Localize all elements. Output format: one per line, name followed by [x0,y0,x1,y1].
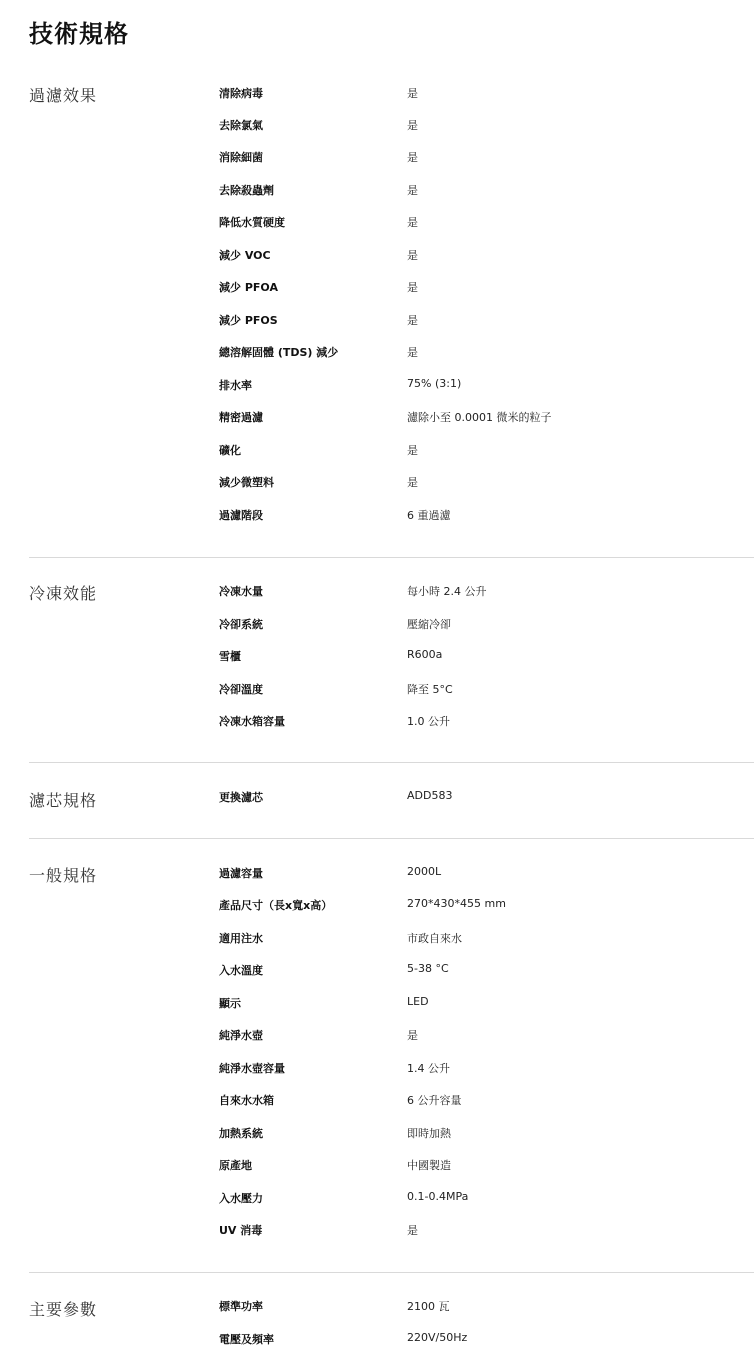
spec-value: 濾除小至 0.0001 微米的粒子 [407,411,552,424]
spec-value: 270*430*455 mm [407,897,506,910]
spec-value: 是 [407,87,418,100]
spec-value: 是 [407,1029,418,1042]
spec-label: 減少 VOC [219,249,271,262]
spec-row [0,182,754,214]
spec-row [0,442,754,474]
spec-row [0,1125,754,1157]
spec-value: 2000L [407,865,442,878]
spec-row [0,1157,754,1189]
spec-label: 原產地 [219,1159,252,1172]
spec-row [0,85,754,117]
section-divider [29,762,754,763]
section-divider [29,1272,754,1273]
spec-label: 過濾階段 [219,509,263,522]
spec-value: 是 [407,314,418,327]
spec-label: 排水率 [219,379,252,392]
section-title: 一般規格 [29,866,98,885]
spec-row [0,214,754,246]
spec-row [0,474,754,506]
spec-label: 冷卻溫度 [219,683,263,696]
spec-label: 冷卻系統 [219,618,263,631]
spec-value: 是 [407,346,418,359]
spec-row [0,962,754,994]
section-title: 濾芯規格 [29,791,98,810]
spec-label: 入水壓力 [219,1192,263,1205]
spec-row [0,247,754,279]
spec-label: 雪櫃 [219,650,241,663]
spec-value: 是 [407,444,418,457]
spec-value: 是 [407,476,418,489]
spec-label: 加熱系統 [219,1127,263,1140]
spec-label: 產品尺寸（長x寬x高） [219,899,333,912]
spec-value: 220V/50Hz [407,1331,468,1344]
spec-label: 電壓及頻率 [219,1333,274,1346]
spec-row [0,279,754,311]
spec-value: 每小時 2.4 公升 [407,585,487,598]
spec-value: 是 [407,151,418,164]
spec-value: 是 [407,1224,418,1237]
spec-value: 是 [407,184,418,197]
spec-value: 1.4 公升 [407,1062,450,1075]
spec-value: 中國製造 [407,1159,451,1172]
spec-value: 2100 瓦 [407,1300,450,1313]
spec-label: 入水溫度 [219,964,263,977]
spec-row [0,681,754,713]
spec-label: 冷凍水箱容量 [219,715,285,728]
spec-value: 6 重過濾 [407,509,451,522]
spec-row [0,713,754,745]
spec-label: 標準功率 [219,1300,263,1313]
spec-label: 降低水質硬度 [219,216,285,229]
spec-label: 過濾容量 [219,867,263,880]
spec-row [0,507,754,539]
spec-label: 總溶解固體 (TDS) 減少 [219,346,339,359]
section-title: 冷凍效能 [29,584,98,603]
spec-value: 壓縮冷卻 [407,618,451,631]
spec-row [0,616,754,648]
spec-row [0,377,754,409]
spec-label: 清除病毒 [219,87,263,100]
spec-row [0,117,754,149]
spec-value: 降至 5°C [407,683,453,696]
spec-label: 減少 PFOS [219,314,278,327]
spec-label: 礦化 [219,444,241,457]
spec-value: 是 [407,281,418,294]
spec-row [0,149,754,181]
spec-label: 去除氯氣 [219,119,263,132]
section-title: 過濾效果 [29,86,98,105]
spec-label: 顯示 [219,997,241,1010]
page-title: 技術規格 [29,20,129,48]
spec-value: 是 [407,216,418,229]
spec-value: 75% (3:1) [407,377,462,390]
spec-row [0,1027,754,1059]
section-divider [29,838,754,839]
spec-value: 是 [407,249,418,262]
section-title: 主要參數 [29,1300,98,1319]
spec-row [0,930,754,962]
spec-value: 0.1-0.4MPa [407,1190,469,1203]
spec-label: 更換濾芯 [219,791,263,804]
spec-label: UV 消毒 [219,1224,263,1237]
spec-label: 減少微塑料 [219,476,274,489]
spec-row [0,344,754,376]
spec-row [0,583,754,615]
spec-value: 即時加熱 [407,1127,451,1140]
spec-row [0,995,754,1027]
spec-row [0,865,754,897]
spec-row [0,1331,754,1363]
spec-label: 自來水水箱 [219,1094,274,1107]
spec-label: 純淨水壺容量 [219,1062,285,1075]
section-divider [29,557,754,558]
spec-value: 1.0 公升 [407,715,450,728]
spec-row [0,409,754,441]
spec-row [0,789,754,821]
spec-value: 5-38 °C [407,962,449,975]
spec-row [0,1060,754,1092]
spec-label: 適用注水 [219,932,263,945]
spec-label: 去除殺蟲劑 [219,184,274,197]
spec-value: 市政自來水 [407,932,462,945]
spec-value: 6 公升容量 [407,1094,462,1107]
spec-label: 消除細菌 [219,151,263,164]
spec-value: R600a [407,648,443,661]
spec-row [0,648,754,680]
spec-row [0,897,754,929]
spec-label: 減少 PFOA [219,281,278,294]
spec-label: 精密過濾 [219,411,263,424]
spec-value: LED [407,995,429,1008]
spec-row [0,312,754,344]
spec-row [0,1222,754,1254]
spec-row [0,1190,754,1222]
spec-row [0,1298,754,1330]
spec-label: 冷凍水量 [219,585,263,598]
spec-label: 純淨水壺 [219,1029,263,1042]
spec-value: 是 [407,119,418,132]
spec-row [0,1092,754,1124]
spec-value: ADD583 [407,789,453,802]
